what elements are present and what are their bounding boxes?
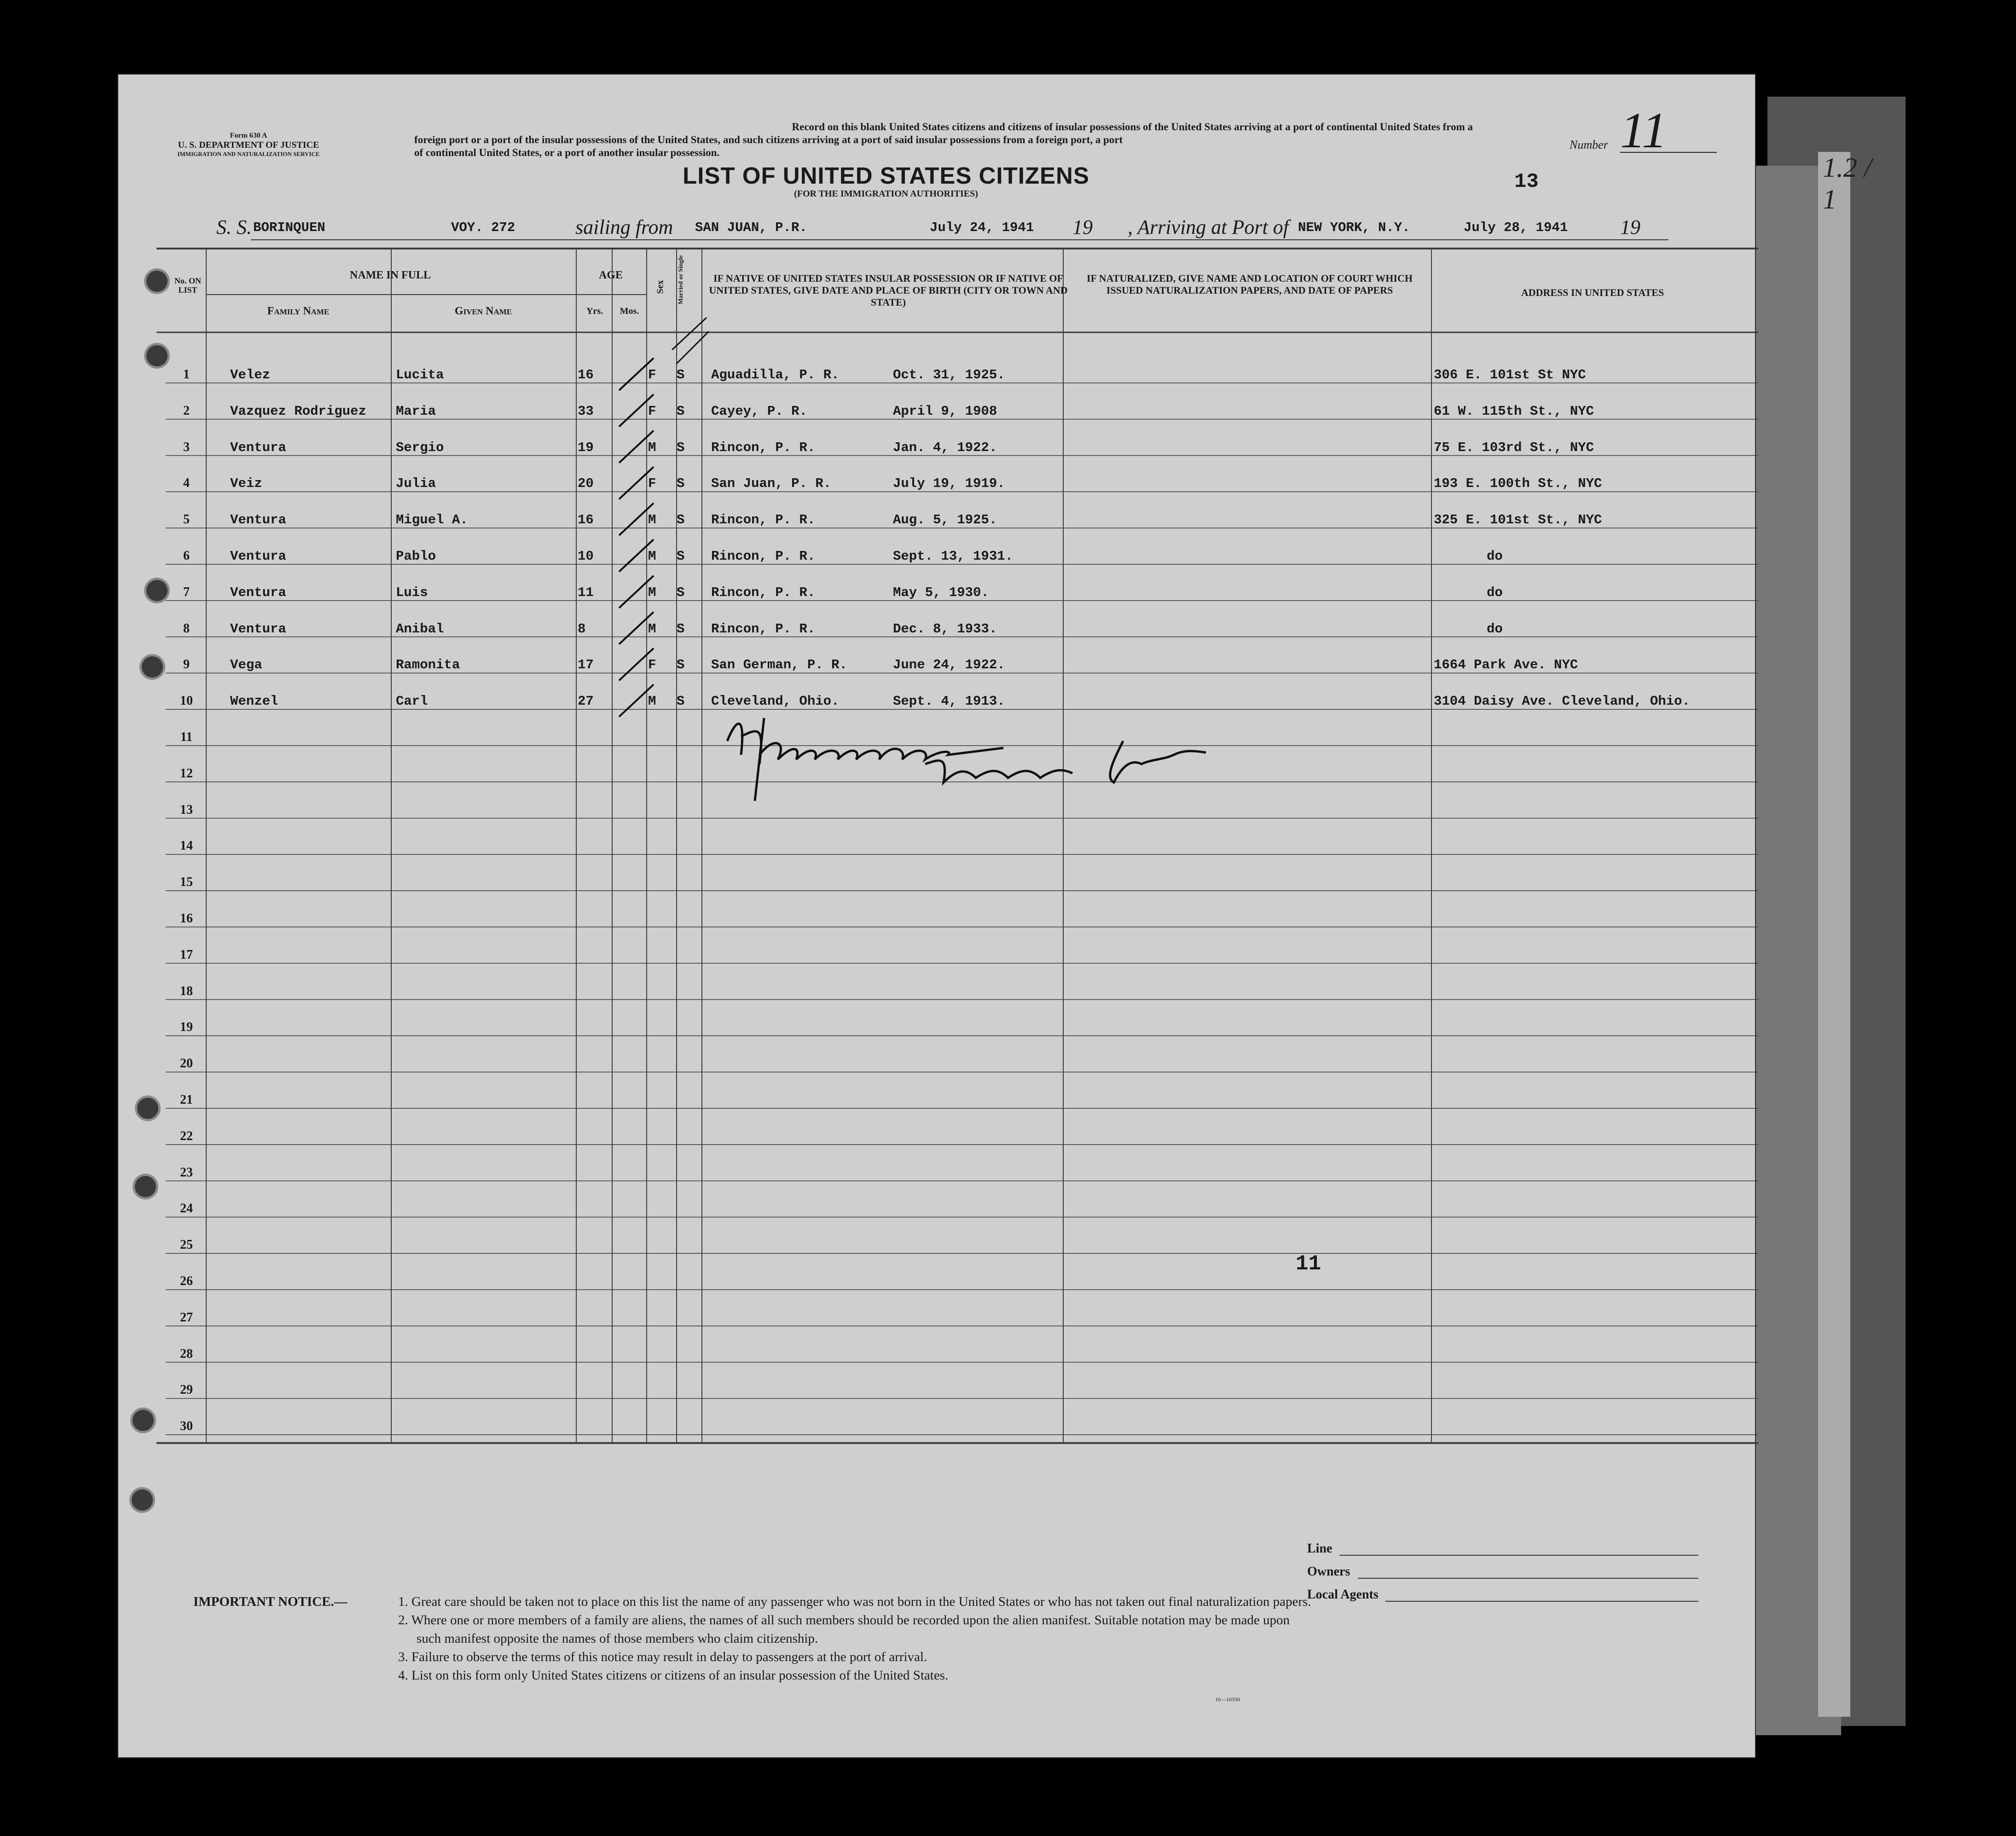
row-number: 4 — [183, 476, 190, 491]
given-name-cell: Maria — [396, 403, 436, 419]
address-cell: 75 E. 103rd St., NYC — [1434, 440, 1594, 455]
row-number: 13 — [180, 802, 193, 817]
instruction-line-3: of continental United States, or a port of another insular possession. — [414, 147, 720, 158]
birthplace-cell: Cayey, P. R. — [711, 403, 807, 419]
sex-cell: M — [648, 694, 656, 709]
instruction-line-2: foreign port or a port of the insular possessions of the United States, and such citizens arriving at a port of said insular possessions from a foreign port, a port — [414, 134, 1123, 145]
row-number: 7 — [183, 585, 190, 599]
family-name-cell: Ventura — [230, 621, 286, 637]
header-address: ADDRESS IN UNITED STATES — [1521, 287, 1664, 298]
family-name-cell: Velez — [230, 367, 271, 382]
arriving-label: , Arriving at Port of — [1128, 216, 1289, 238]
age-cell: 11 — [578, 585, 594, 600]
ship-name: BORINQUEN — [253, 220, 325, 235]
row-number: 6 — [183, 549, 190, 563]
notice-item-2: 2. Where one or more members of a family are aliens, the names of all such members should be recorded upon the alien manifest. Suitable notation may be made upon — [398, 1613, 1290, 1627]
row-number: 21 — [180, 1093, 193, 1107]
header-no-on-list: No. ON LIST — [174, 276, 201, 295]
marital-status-cell: S — [677, 621, 685, 637]
binder-hole — [146, 345, 168, 366]
given-name-cell: Anibal — [396, 621, 444, 637]
list-title: LIST OF UNITED STATES CITIZENS — [683, 162, 1089, 189]
family-name-cell: Ventura — [230, 585, 286, 600]
sex-cell: F — [648, 367, 656, 382]
birthplace-cell: Cleveland, Ohio. — [711, 694, 840, 709]
given-name-cell: Julia — [396, 476, 436, 492]
family-name-cell: Ventura — [230, 512, 286, 528]
page-stamp: 13 — [1514, 170, 1539, 193]
number-label: Number — [1570, 138, 1608, 151]
row-number: 20 — [180, 1056, 193, 1071]
row-number: 18 — [180, 984, 193, 998]
number-value: 11 — [1620, 102, 1667, 158]
birth-date-cell: Aug. 5, 1925. — [893, 512, 997, 528]
birthplace-cell: Rincon, P. R. — [711, 512, 816, 528]
row-number: 8 — [183, 621, 190, 636]
binder-hole — [137, 1098, 158, 1119]
address-cell: do — [1487, 549, 1503, 564]
age-cell: 17 — [578, 657, 594, 673]
header-sex: Sex — [655, 280, 666, 294]
department-name: U. S. DEPARTMENT OF JUSTICE — [178, 140, 319, 150]
row-number: 9 — [183, 657, 190, 672]
age-cell: 8 — [578, 621, 586, 637]
family-name-cell: Vega — [230, 657, 262, 673]
row-number: 26 — [180, 1274, 193, 1288]
form-id: Form 630 A — [230, 132, 267, 139]
line-underline — [1339, 1555, 1698, 1556]
notice-item-2-cont: such manifest opposite the names of those members who claim citizenship. — [417, 1631, 818, 1646]
row-number: 28 — [180, 1346, 193, 1361]
line-field — [1307, 1537, 1698, 1560]
arrival-port: NEW YORK, N.Y. — [1298, 220, 1410, 235]
row-number: 19 — [180, 1020, 193, 1035]
marital-status-cell: S — [677, 585, 685, 600]
birthplace-cell: Aguadilla, P. R. — [711, 367, 840, 382]
birthplace-cell: Rincon, P. R. — [711, 549, 816, 564]
address-cell: 3104 Daisy Ave. Cleveland, Ohio. — [1434, 694, 1690, 709]
row-number: 14 — [180, 839, 193, 853]
departure-date: July 24, 1941 — [930, 220, 1034, 235]
header-native-birth: IF NATIVE OF UNITED STATES INSULAR POSSESSION OR IF NATIVE OF UNITED STATES, GIVE DATE AND PLACE OF BIRTH (CITY OR TOWN AND STATE) — [709, 272, 1068, 308]
birthplace-cell: Rincon, P. R. — [711, 621, 816, 637]
binder-hole — [146, 580, 168, 601]
row-number: 25 — [180, 1238, 193, 1252]
birth-date-cell: June 24, 1922. — [893, 657, 1005, 673]
given-name-cell: Lucita — [396, 367, 444, 382]
age-cell: 10 — [578, 549, 594, 564]
address-cell: 306 E. 101st St NYC — [1434, 367, 1586, 382]
binder-hole — [142, 656, 163, 678]
header-naturalized: IF NATURALIZED, GIVE NAME AND LOCATION OF COURT WHICH ISSUED NATURALIZATION PAPERS, AND DATE OF PAPERS — [1087, 272, 1413, 296]
marital-status-cell: S — [677, 512, 685, 528]
instruction-line-1: Record on this blank United States citizens and citizens of insular possessions of the United States arriving at a port of continental United States from a — [792, 121, 1473, 133]
address-cell: do — [1487, 585, 1503, 600]
sailing-label: sailing from — [575, 216, 673, 238]
birthplace-cell: San Juan, P. R. — [711, 476, 832, 492]
birth-date-cell: Jan. 4, 1922. — [893, 440, 997, 455]
row-number: 22 — [180, 1129, 193, 1143]
age-cell: 19 — [578, 440, 594, 455]
row-number: 15 — [180, 875, 193, 890]
given-name-cell: Carl — [396, 694, 428, 709]
sex-cell: F — [648, 657, 656, 673]
row-number: 24 — [180, 1201, 193, 1216]
row-number: 11 — [180, 730, 193, 744]
sex-cell: M — [648, 585, 656, 600]
birth-date-cell: April 9, 1908 — [893, 403, 997, 419]
family-name-cell: Veiz — [230, 476, 262, 492]
row-number: 23 — [180, 1165, 193, 1180]
check-mark-stroke — [672, 318, 707, 350]
sex-cell: M — [648, 621, 656, 637]
row-number: 2 — [183, 403, 190, 418]
voyage-number: VOY. 272 — [451, 220, 516, 235]
address-cell: 1664 Park Ave. NYC — [1434, 657, 1578, 673]
age-cell: 20 — [578, 476, 594, 492]
row-number: 12 — [180, 766, 193, 781]
birthplace-cell: Rincon, P. R. — [711, 440, 816, 455]
header-family-name: Family Name — [267, 305, 330, 317]
local-agents-field — [1307, 1583, 1698, 1606]
birthplace-cell: Rincon, P. R. — [711, 585, 816, 600]
header-age: AGE — [598, 269, 623, 281]
notice-item-3: 3. Failure to observe the terms of this notice may result in delay to passengers at the port of arrival. — [398, 1650, 927, 1664]
birth-date-cell: July 19, 1919. — [893, 476, 1005, 492]
list-subtitle: (FOR THE IMMIGRATION AUTHORITIES) — [794, 189, 978, 199]
header-given-name: Given Name — [454, 305, 512, 317]
binder-hole — [135, 1176, 156, 1197]
row-number: 5 — [183, 512, 190, 527]
age-cell: 33 — [578, 403, 594, 419]
binder-hole — [146, 271, 168, 292]
row-number: 27 — [180, 1310, 193, 1325]
family-name-cell: Ventura — [230, 440, 286, 455]
owners-field — [1307, 1560, 1698, 1583]
print-code: 16—10350 — [1215, 1696, 1240, 1703]
owners-label: Owners — [1307, 1564, 1350, 1579]
sex-cell: M — [648, 549, 656, 564]
given-name-cell: Sergio — [396, 440, 444, 455]
row-number: 10 — [180, 694, 193, 708]
birth-date-cell: Oct. 31, 1925. — [893, 367, 1005, 382]
row-number: 1 — [183, 367, 190, 382]
given-name-cell: Ramonita — [396, 657, 460, 673]
header-mos: Mos. — [620, 306, 639, 316]
marital-status-cell: S — [677, 367, 685, 382]
marital-status-cell: S — [677, 657, 685, 673]
family-name-cell: Wenzel — [230, 694, 278, 709]
family-name-cell: Ventura — [230, 549, 286, 564]
given-name-cell: Pablo — [396, 549, 436, 564]
sex-cell: F — [648, 476, 656, 492]
service-name: IMMIGRATION AND NATURALIZATION SERVICE — [177, 151, 320, 157]
year-prefix-1: 19 — [1072, 216, 1093, 238]
marital-status-cell: S — [677, 549, 685, 564]
header-yrs: Yrs. — [586, 306, 603, 316]
birth-date-cell: Sept. 13, 1931. — [893, 549, 1014, 564]
given-name-cell: Luis — [396, 585, 428, 600]
inspector-signature — [709, 700, 1261, 801]
local-agents-underline — [1385, 1601, 1698, 1602]
marital-status-cell: S — [677, 694, 685, 709]
owners-underline — [1358, 1578, 1698, 1579]
birthplace-cell: San German, P. R. — [711, 657, 847, 673]
header-name-in-full: NAME IN FULL — [349, 269, 431, 281]
sex-cell: M — [648, 440, 656, 455]
year-prefix-2: 19 — [1620, 216, 1640, 238]
notice-item-4: 4. List on this form only United States citizens or citizens of an insular possession of the United States. — [398, 1668, 949, 1683]
departure-port: SAN JUAN, P.R. — [695, 220, 807, 235]
ss-label: S. S. — [216, 216, 252, 238]
row-number: 17 — [180, 947, 193, 962]
local-agents-label: Local Agents — [1307, 1587, 1379, 1602]
header-married-single: Married or Single — [678, 255, 684, 305]
side-marks: 1.2 / 1 — [1823, 152, 1872, 214]
row-number: 29 — [180, 1383, 193, 1397]
family-name-cell: Vazquez Rodriguez — [230, 403, 366, 419]
notice-heading: IMPORTANT NOTICE.— — [193, 1594, 348, 1609]
address-cell: 325 E. 101st St., NYC — [1434, 512, 1602, 528]
row-number: 16 — [180, 911, 193, 926]
binder-hole — [132, 1489, 153, 1511]
notice-item-1: 1. Great care should be taken not to place on this list the name of any passenger who was not born in the United States or who has not taken out final naturalization papers. — [398, 1594, 1311, 1609]
birth-date-cell: May 5, 1930. — [893, 585, 989, 600]
given-name-cell: Miguel A. — [396, 512, 468, 528]
marital-status-cell: S — [677, 440, 685, 455]
marital-status-cell: S — [677, 476, 685, 492]
address-cell: do — [1487, 621, 1503, 637]
sex-cell: M — [648, 512, 656, 528]
birth-date-cell: Dec. 8, 1933. — [893, 621, 997, 637]
line-label: Line — [1307, 1541, 1332, 1556]
marital-status-cell: S — [677, 403, 685, 419]
birth-date-cell: Sept. 4, 1913. — [893, 694, 1005, 709]
address-cell: 193 E. 100th St., NYC — [1434, 476, 1602, 492]
line-owners-agents — [1307, 1537, 1698, 1606]
age-cell: 27 — [578, 694, 594, 709]
check-mark-stroke — [677, 331, 709, 364]
address-cell: 61 W. 115th St., NYC — [1434, 403, 1594, 419]
row-number: 30 — [180, 1419, 193, 1434]
row-number: 3 — [183, 440, 190, 454]
age-cell: 16 — [578, 512, 594, 528]
binder-hole — [133, 1410, 154, 1431]
age-cell: 16 — [578, 367, 594, 382]
sheet-stamp-number: 11 — [1296, 1252, 1321, 1276]
sex-cell: F — [648, 403, 656, 419]
arrival-date: July 28, 1941 — [1464, 220, 1568, 235]
